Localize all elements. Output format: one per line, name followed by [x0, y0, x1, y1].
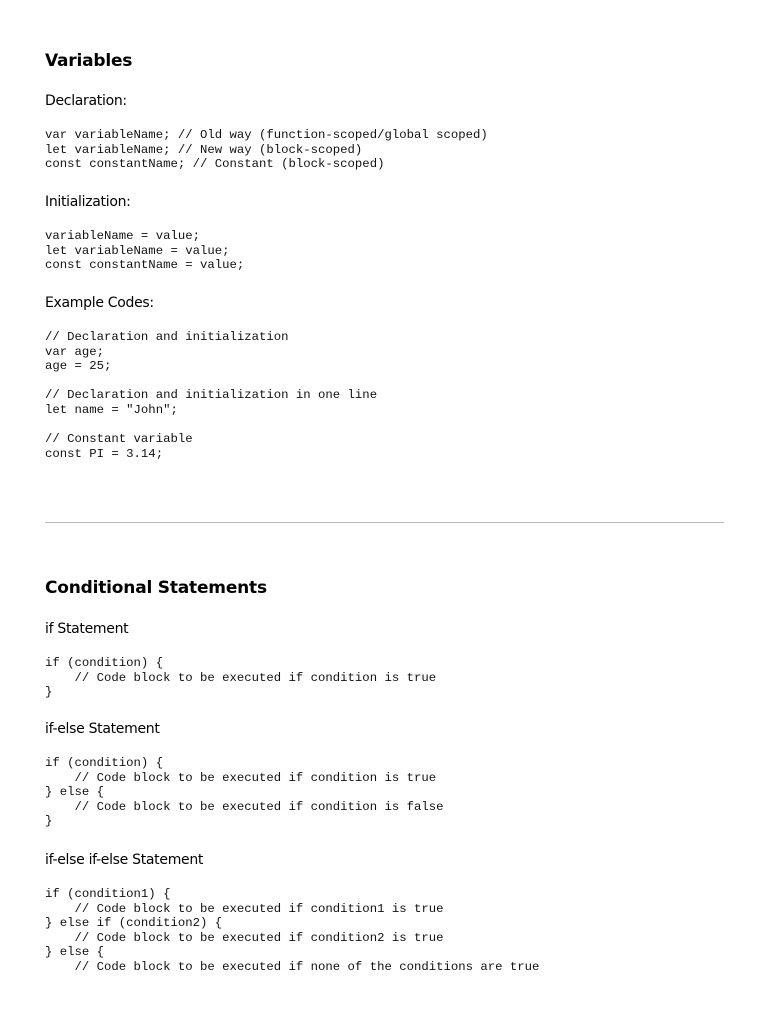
declaration-heading: Declaration:: [45, 93, 127, 109]
if-else-if-statement-heading: if-else if-else Statement: [45, 852, 204, 868]
initialization-code-block: variableName = value; let variableName = value; const constantName = value;: [45, 229, 245, 273]
example-code-block-1: // Declaration and initialization var age; age = 25;: [45, 330, 289, 374]
example-codes-heading: Example Codes:: [45, 295, 154, 311]
variables-title: Variables: [45, 51, 133, 71]
section-divider: [45, 522, 724, 523]
example-code-block-2: // Declaration and initialization in one line let name = "John";: [45, 388, 378, 417]
if-else-statement-heading: if-else Statement: [45, 721, 160, 737]
if-statement-code-block: if (condition) { // Code block to be executed if condition is true }: [45, 656, 437, 700]
if-else-if-statement-code-block: if (condition1) { // Code block to be executed if condition1 is true } else if (condition2) { // Code block to be executed if condition2 is true } else { // Code block to be executed if none of the conditions are true: [45, 887, 540, 974]
declaration-code-block: var variableName; // Old way (function-scoped/global scoped) let variableName; // New way (block-scoped) const constantName; // Constant (block-scoped): [45, 128, 488, 172]
conditional-statements-title: Conditional Statements: [45, 578, 267, 598]
example-code-block-3: // Constant variable const PI = 3.14;: [45, 432, 193, 461]
if-else-statement-code-block: if (condition) { // Code block to be executed if condition is true } else { // Code block to be executed if condition is false }: [45, 756, 444, 829]
if-statement-heading: if Statement: [45, 621, 129, 637]
initialization-heading: Initialization:: [45, 194, 131, 210]
